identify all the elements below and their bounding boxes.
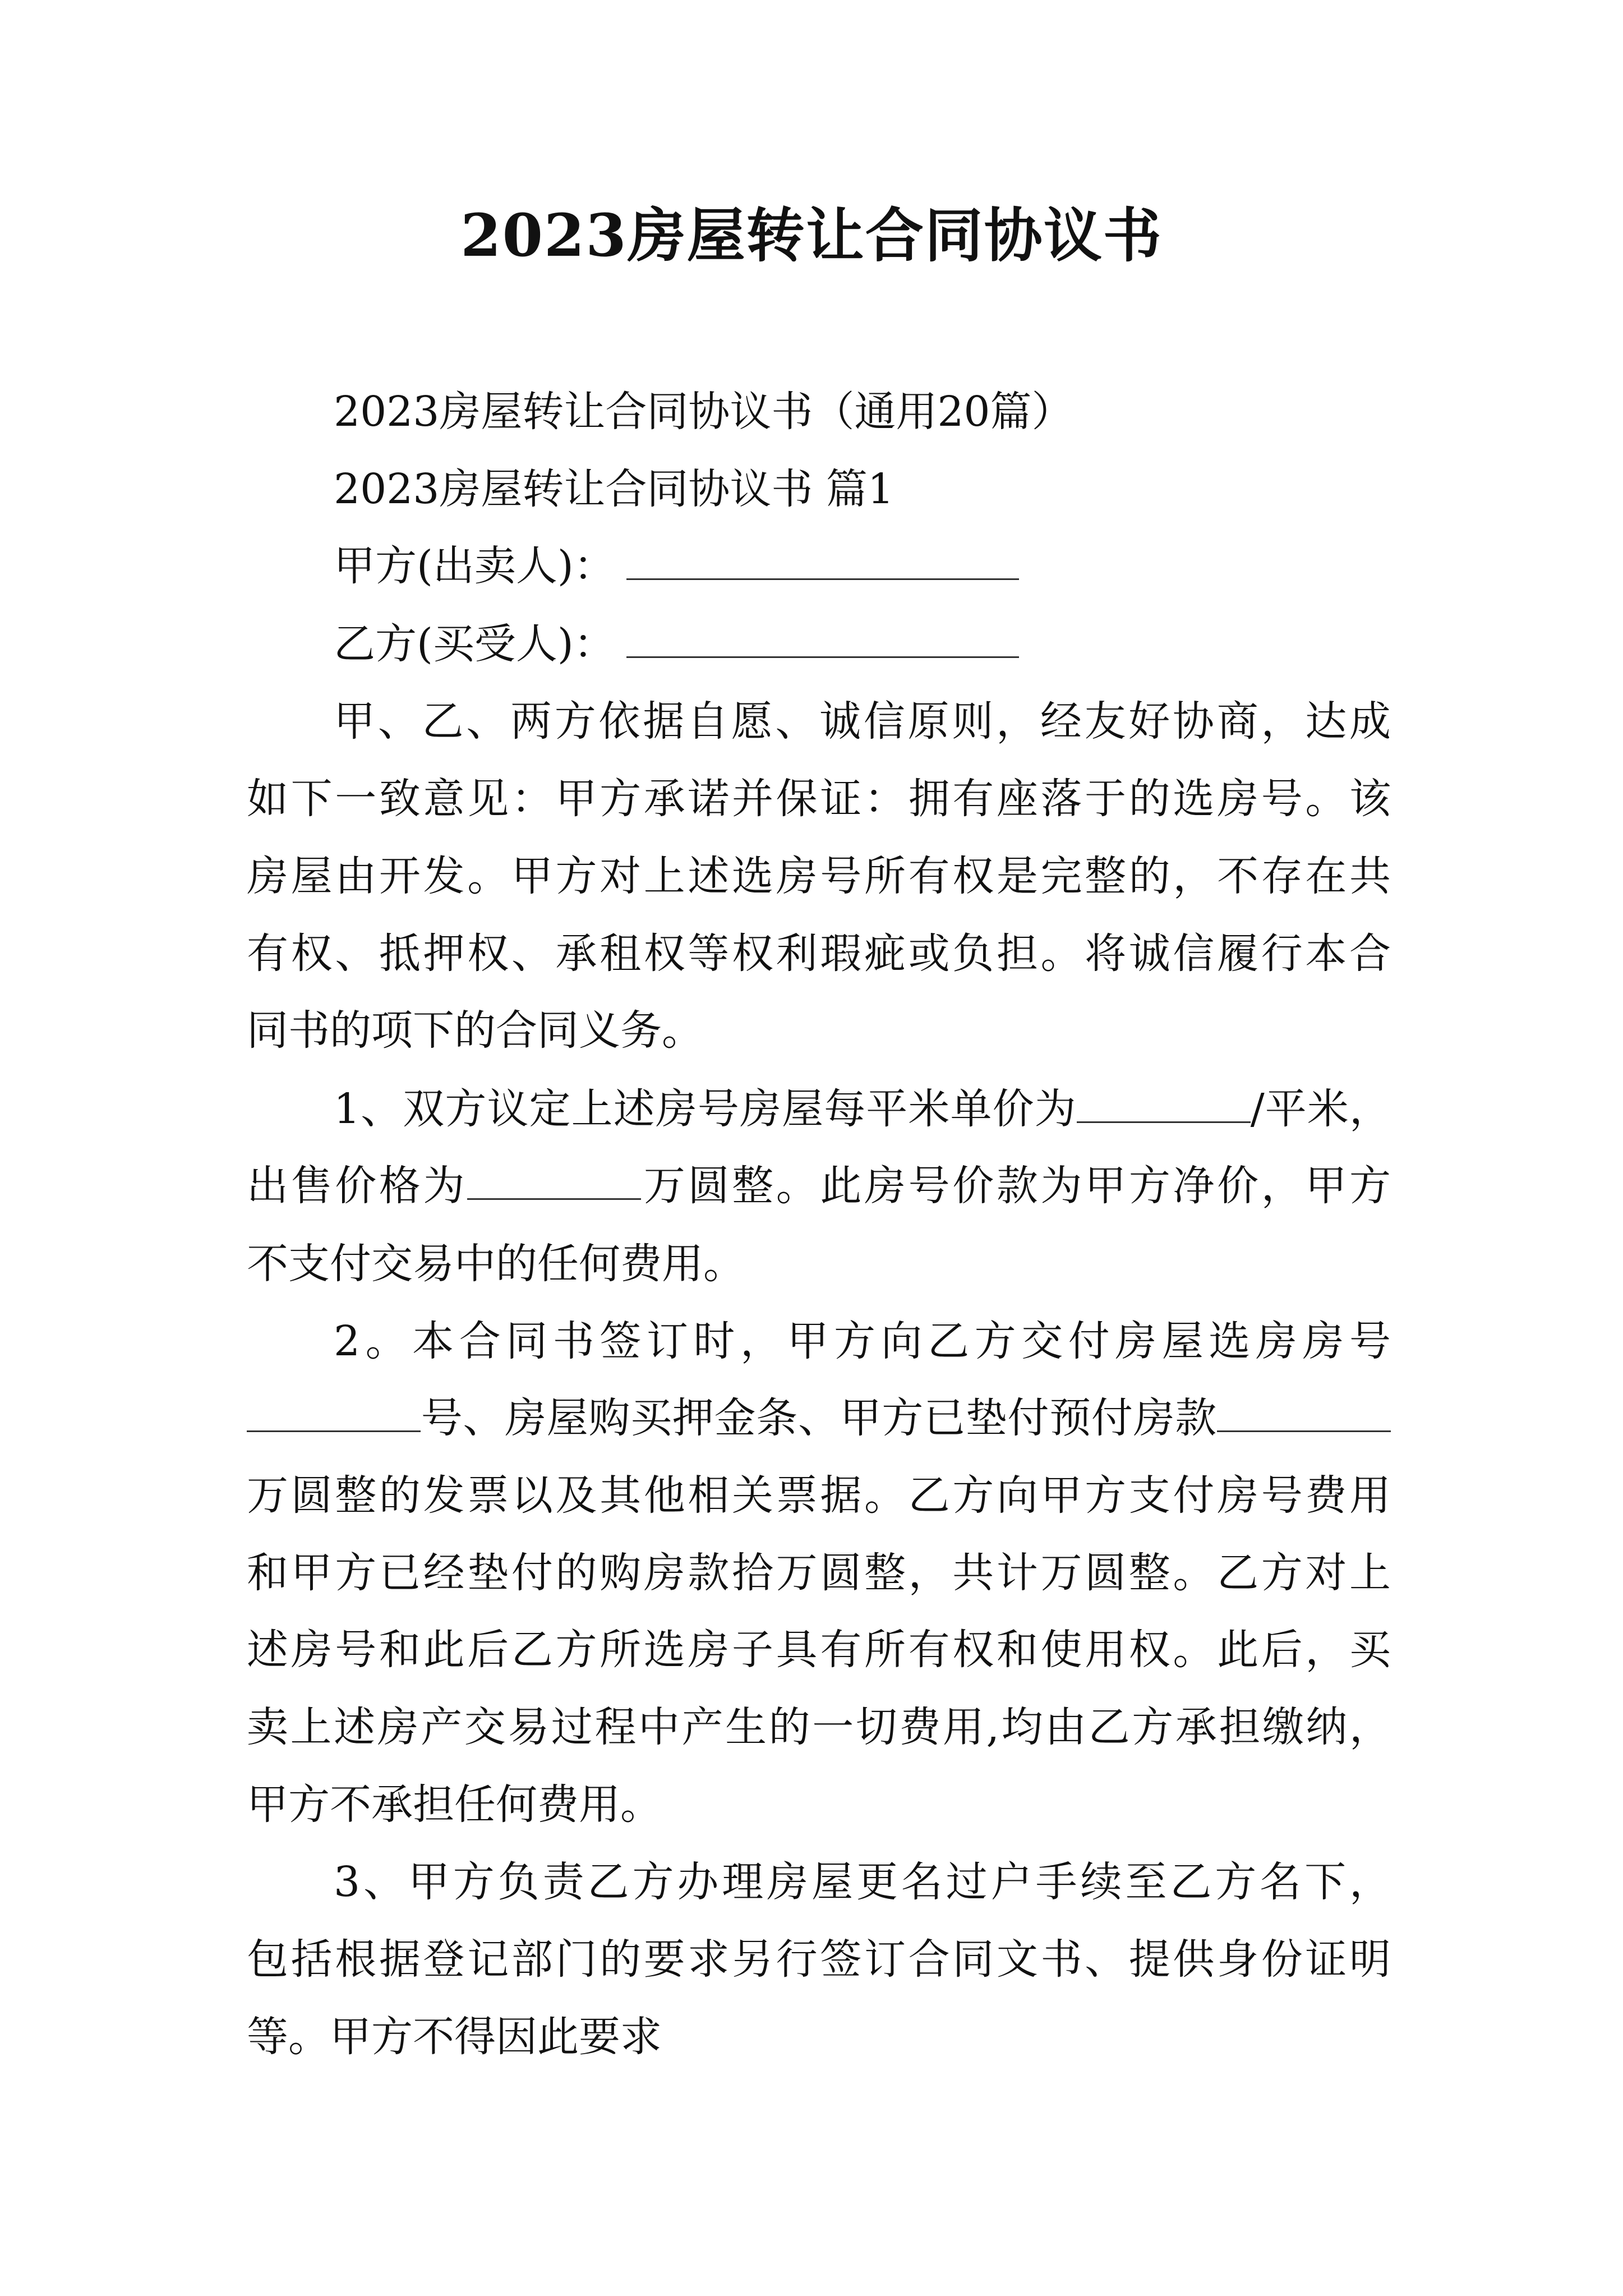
clause2-line1: 2。本合同书签订时，甲方向乙方交付房屋选房房号 [334, 1317, 1391, 1365]
clause1-text-d: 万圆整。此房号价款为甲方净价，甲方 [641, 1162, 1391, 1210]
prepaid-amount-blank [1217, 1395, 1391, 1432]
clause2-line2 [247, 1392, 1391, 1444]
intro-line: 房屋由开发。甲方对上述选房号所有权是完整的，不存在共 [247, 852, 1391, 900]
clause1-text-b: /平米， [1250, 1085, 1391, 1133]
clause2-line: 述房号和此后乙方所选房子具有所有权和使用权。此后，买 [247, 1626, 1391, 1674]
clause2-line: 万圆整的发票以及其他相关票据。乙方向甲方支付房号费用 [247, 1471, 1391, 1520]
party-a-label: 甲方(出卖人)： [334, 542, 615, 590]
document-title: 2023房屋转让合同协议书 [460, 201, 1163, 270]
subtitle-all: 2023房屋转让合同协议书（通用20篇） [334, 388, 1073, 436]
party-a-blank [626, 542, 1019, 580]
clause3-line: 等。甲方不得因此要求 [247, 2013, 662, 2061]
intro-line: 甲、乙、两方依据自愿、诚信原则，经友好协商，达成 [334, 697, 1391, 746]
clause2-line: 卖上述房产交易过程中产生的一切费用,均由乙方承担缴纳， [247, 1703, 1391, 1751]
intro-line: 如下一致意见：甲方承诺并保证：拥有座落于的选房号。该 [247, 775, 1391, 823]
clause2-text-a: 号、房屋购买押金条、甲方已垫付预付房款 [421, 1394, 1217, 1442]
clause1-line3: 不支付交易中的任何费用。 [247, 1240, 745, 1288]
unit-price-blank [1077, 1085, 1251, 1123]
clause2-line: 和甲方已经垫付的购房款拾万圆整，共计万圆整。乙方对上 [247, 1549, 1391, 1597]
party-b-blank [626, 620, 1019, 658]
party-a-line [334, 540, 1019, 592]
clause1-text-a: 1、双方议定上述房号房屋每平米单价为 [334, 1085, 1077, 1133]
intro-line: 同书的项下的合同义务。 [247, 1006, 703, 1055]
party-b-label: 乙方(买受人)： [334, 620, 615, 668]
room-number-blank [247, 1395, 421, 1432]
clause2-line: 甲方不承担任何费用。 [247, 1780, 662, 1829]
clause1-text-c: 出售价格为 [247, 1162, 468, 1210]
clause3-line: 包括根据登记部门的要求另行签订合同文书、提供身份证明 [247, 1935, 1391, 1984]
intro-line: 有权、抵押权、承租权等权利瑕疵或负担。将诚信履行本合 [247, 930, 1391, 978]
clause3-line: 3、甲方负责乙方办理房屋更名过户手续至乙方名下， [334, 1858, 1391, 1906]
subtitle-part: 2023房屋转让合同协议书 篇1 [334, 465, 894, 513]
total-price-blank [467, 1162, 641, 1200]
party-b-line [334, 618, 1019, 670]
clause1-line2 [247, 1160, 1391, 1212]
clause1-line1 [334, 1083, 1391, 1135]
